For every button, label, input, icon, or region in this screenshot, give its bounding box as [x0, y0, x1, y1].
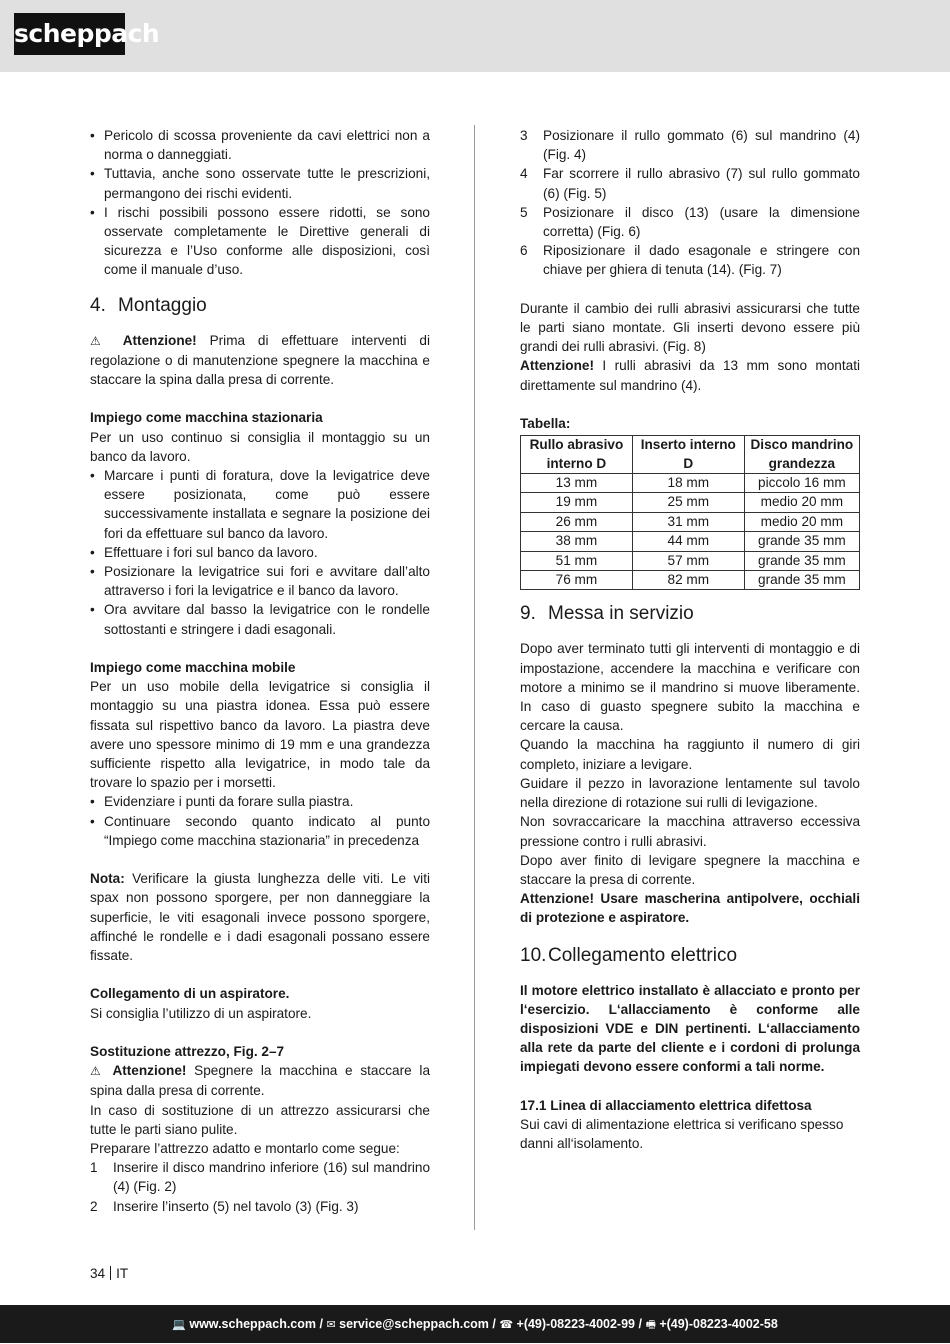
computer-icon: 💻	[172, 1319, 186, 1331]
list-item: 1 Inserire il disco mandrino inferiore (16) sul mandrino (4) (Fig. 2)	[90, 1160, 430, 1195]
phone-icon: ☎	[499, 1319, 514, 1331]
mail-icon: ✉	[326, 1319, 336, 1331]
list-item: • Marcare i punti di foratura, dove la levigatrice deve essere posizionata, come può essere successivamente installata e segnare la posizione dei fori da effettuare sul banco da lavoro.	[90, 466, 430, 543]
page-footer: 💻 www.scheppach.com / ✉ service@scheppach.com / ☎ +(49)-08223-4002-99 / 🖷 +(49)-08223-4002-58	[0, 1305, 950, 1343]
table-label: Tabella:	[520, 416, 571, 432]
table-cell: medio 20 mm	[744, 493, 859, 512]
table-cell: 38 mm	[521, 532, 633, 551]
table-cell: 26 mm	[521, 512, 633, 531]
website-link[interactable]: www.scheppach.com	[189, 1317, 317, 1331]
list-item: • I rischi possibili possono essere ridotti, se sono osservate completamente le Direttive generali di sicurezza e l’Uso conforme alle disposizioni, così come il manuale d’uso.	[90, 203, 430, 280]
table-row	[521, 571, 860, 590]
page-number: 34 IT	[90, 1266, 129, 1281]
table-cell: grande 35 mm	[744, 571, 859, 590]
warning-paragraph: Attenzione! I rulli abrasivi da 13 mm sono montati direttamente sul mandrino (4).	[520, 358, 860, 393]
table-cell: medio 20 mm	[744, 512, 859, 531]
warning-paragraph: Attenzione! Usare mascherina antipolvere, occhiali di protezione e aspiratore.	[520, 891, 860, 926]
subheading: Impiego come macchina stazionaria	[90, 410, 323, 426]
table-header: Rullo abrasivo interno D	[521, 436, 633, 474]
table-cell: 31 mm	[632, 512, 744, 531]
paragraph: Dopo aver finito di levigare spegnere la macchina e staccare la presa di corrente.	[520, 852, 860, 887]
paragraph: Guidare il pezzo in lavorazione lentamente sul tavolo nella direzione di rotazione sui rulli di levigazione.	[520, 775, 860, 811]
list-item: • Ora avvitare dal basso la levigatrice con le rondelle sottostanti e stringere i dadi esagonali.	[90, 600, 430, 638]
warning-paragraph: ⚠ Attenzione! Prima di effettuare interventi di regolazione o di manutenzione spegnere la macchina e staccare la spina dalla presa di corrente.	[90, 332, 430, 388]
table-row	[521, 493, 860, 512]
paragraph: Sui cavi di alimentazione elettrica si verificano spesso danni all‘isolamento.	[520, 1116, 844, 1152]
section-heading-messa-in-servizio: 9. Messa in servizio	[520, 603, 694, 625]
warning-icon: ⚠	[90, 333, 110, 348]
email-link[interactable]: service@scheppach.com	[339, 1317, 489, 1331]
paragraph: Preparare l’attrezzo adatto e montarlo come segue:	[90, 1141, 400, 1157]
paragraph: Quando la macchina ha raggiunto il numero di giri completo, iniziare a levigare.	[520, 737, 860, 772]
table-cell: 18 mm	[632, 474, 744, 493]
paragraph: In caso di sostituzione di un attrezzo assicurarsi che tutte le parti siano pulite.	[90, 1102, 430, 1137]
note-paragraph: Nota: Verificare la giusta lunghezza delle viti. Le viti spax non possono sporgere, per non danneggiare la superficie, le viti esagonali invece possono sporgere, affinché le rondelle e i dadi esagonali possano essere fissate.	[90, 871, 430, 964]
brand-logo: scheppach	[14, 13, 125, 55]
table-cell: grande 35 mm	[744, 551, 859, 570]
table-cell: grande 35 mm	[744, 532, 859, 551]
table-cell: piccolo 16 mm	[744, 474, 859, 493]
list-item: • Tuttavia, anche sono osservate tutte le prescrizioni, permangono dei rischi evidenti.	[90, 164, 430, 202]
right-column	[520, 126, 860, 1153]
table-header: Inserto interno D	[632, 436, 744, 474]
table-cell: 19 mm	[521, 493, 633, 512]
section-heading-collegamento-elettrico: 10.Collegamento elettrico	[520, 944, 738, 966]
list-item: • Continuare secondo quanto indicato al punto “Impiego come macchina stazionaria” in precedenza	[90, 812, 430, 850]
paragraph: Il motore elettrico installato è allacciato e pronto per l‘esercizio. L‘allacciamento è conforme alle disposizioni VDE e DIN pertinenti. L‘allacciamento alla rete da parte del cliente e i cordoni di prolunga impiegati devono essere conformi a tali norme.	[520, 982, 860, 1075]
table-header-row	[521, 436, 860, 474]
subheading: Collegamento di un aspiratore.	[90, 986, 290, 1002]
list-item: 5 Posizionare il disco (13) (usare la dimensione corretta) (Fig. 6)	[520, 204, 860, 240]
subheading: Sostituzione attrezzo, Fig. 2–7	[90, 1044, 285, 1060]
paragraph: Dopo aver terminato tutti gli interventi di montaggio e di impostazione, accendere la macchina e verificare con motore a minimo se il mandrino si muove liberamente. In caso di guasto spegnere subito la macchina e cercare la causa.	[520, 641, 860, 734]
section-heading-montaggio: 4. Montaggio	[90, 294, 207, 316]
column-divider	[474, 125, 475, 1230]
table-cell: 44 mm	[632, 532, 744, 551]
list-item: • Posizionare la levigatrice sui fori e avvitare dall’alto attraverso i fori la levigatrice e il banco da lavoro.	[90, 562, 430, 600]
list-item: 3 Posizionare il rullo gommato (6) sul mandrino (4) (Fig. 4)	[520, 128, 860, 163]
list-item: • Effettuare i fori sul banco da lavoro.	[90, 543, 430, 562]
warning-icon: ⚠	[90, 1064, 105, 1079]
table-cell: 51 mm	[521, 551, 633, 570]
table-cell: 13 mm	[521, 474, 633, 493]
table-cell: 57 mm	[632, 551, 744, 570]
list-item: • Pericolo di scossa proveniente da cavi elettrici non a norma o danneggiati.	[90, 126, 430, 164]
paragraph: Per un uso continuo si consiglia il montaggio su un banco da lavoro.	[90, 429, 430, 464]
subheading: 17.1 Linea di allacciamento elettrica difettosa	[520, 1097, 812, 1113]
list-item: 6 Riposizionare il dado esagonale e stringere con chiave per ghiera di tenuta (14). (Fig. 7)	[520, 243, 860, 278]
paragraph: Durante il cambio dei rulli abrasivi assicurarsi che tutte le parti siano montate. Gli inserti devono essere più grandi dei rulli abrasivi. (Fig. 8)	[520, 300, 860, 355]
table-row	[521, 512, 860, 531]
table-cell: 25 mm	[632, 493, 744, 512]
paragraph: Per un uso mobile della levigatrice si consiglia il montaggio su una piastra idonea. Essa può essere fissata sul rispettivo banco da lavoro. La piastra deve avere uno spessore minimo di 19 mm e una grandezza sufficiente rispetto alla levigatrice, in modo tale da trovare lo spazio per i morsetti.	[90, 679, 430, 791]
table-row	[521, 474, 860, 493]
page-header	[0, 0, 950, 72]
table-row	[521, 532, 860, 551]
left-column	[90, 126, 430, 1216]
warning-paragraph: ⚠ Attenzione! Spegnere la macchina e staccare la spina dalla presa di corrente.	[90, 1063, 431, 1099]
fax-number: +(49)-08223-4002-58	[659, 1317, 778, 1331]
list-item: • Evidenziare i punti da forare sulla piastra.	[90, 792, 430, 811]
table-row	[521, 551, 860, 570]
paragraph: Non sovraccaricare la macchina attraverso eccessiva pressione contro i rulli abrasivi.	[520, 814, 860, 849]
subheading: Impiego come macchina mobile	[90, 660, 296, 676]
paragraph: Si consiglia l’utilizzo di un aspiratore.	[90, 1005, 312, 1021]
size-table	[520, 435, 860, 590]
fax-icon: 🖷	[645, 1319, 656, 1331]
table-cell: 76 mm	[521, 571, 633, 590]
phone-number: +(49)-08223-4002-99	[516, 1317, 636, 1331]
list-item: 2 Inserire l’inserto (5) nel tavolo (3) (Fig. 3)	[90, 1198, 359, 1214]
table-cell: 82 mm	[632, 571, 744, 590]
list-item: 4 Far scorrere il rullo abrasivo (7) sul rullo gommato (6) (Fig. 5)	[520, 166, 860, 201]
table-header: Disco mandrino grandezza	[744, 436, 859, 474]
